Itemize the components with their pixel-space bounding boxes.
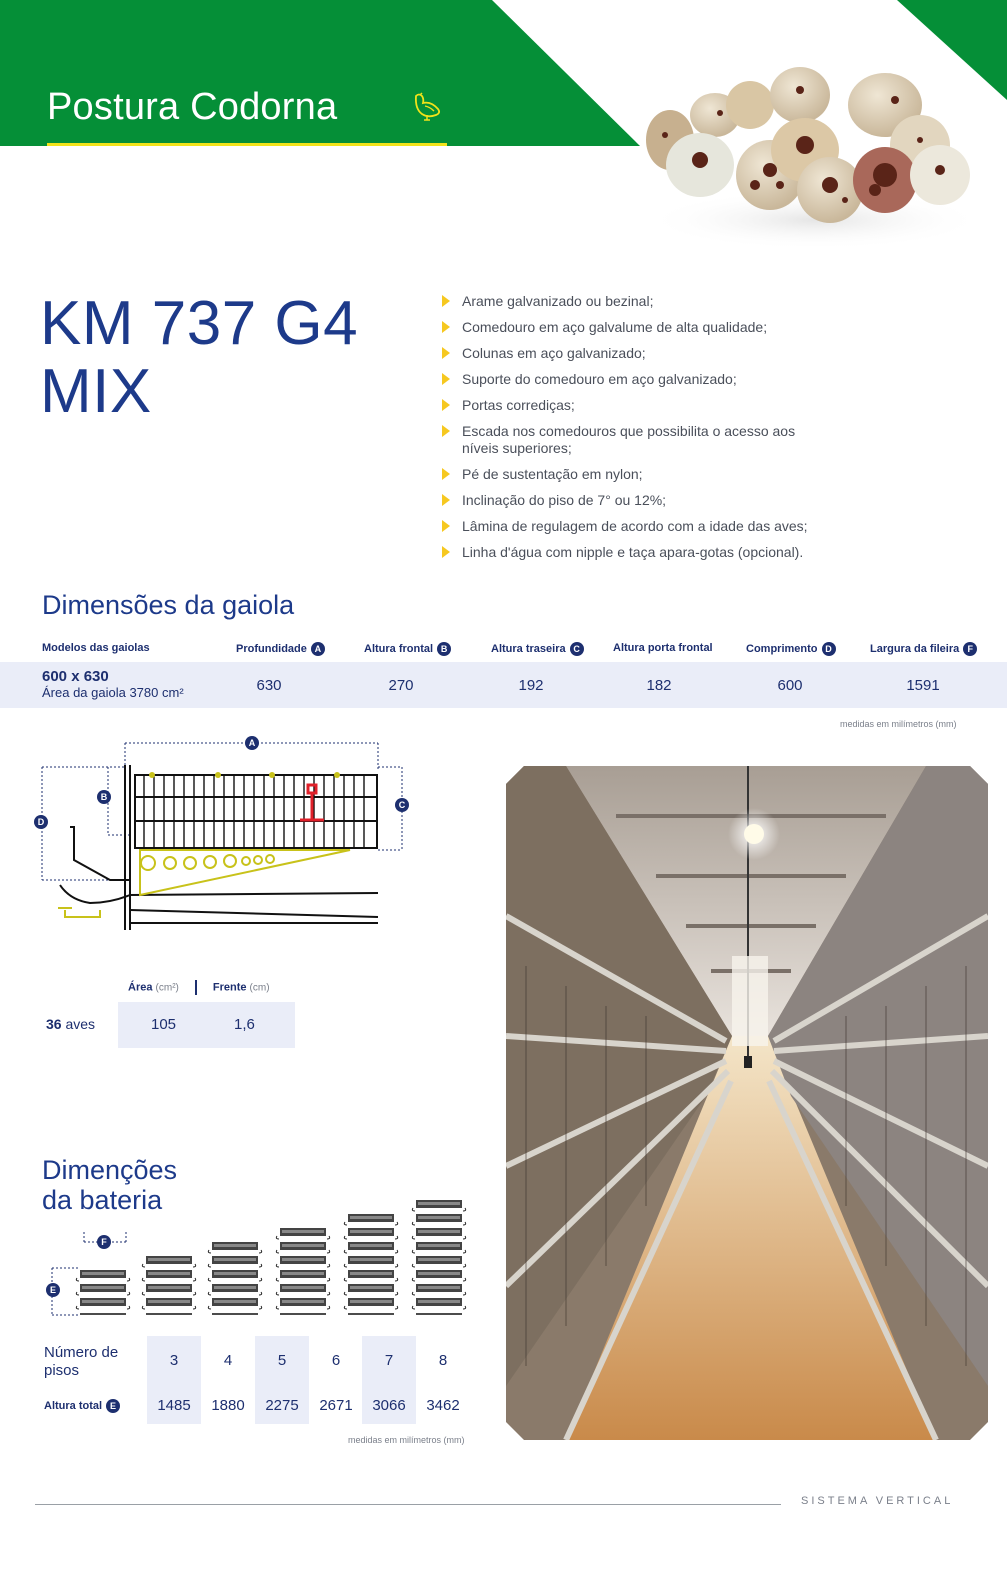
triangle-bullet-icon <box>442 347 450 359</box>
quail-icon <box>410 90 446 126</box>
cell-row-width: 1591 <box>906 677 940 694</box>
feature-item: Comedouro em aço galvalume de alta qualidade; <box>440 319 860 336</box>
badge-a-icon: A <box>311 642 325 656</box>
badge-c-icon: C <box>570 642 584 656</box>
footer-label: SISTEMA VERTICAL <box>801 1495 954 1507</box>
triangle-bullet-icon <box>442 373 450 385</box>
battery-units-note: medidas em milímetros (mm) <box>348 1435 465 1445</box>
cage-table-header <box>0 640 1007 662</box>
feature-item: Lâmina de regulagem de acordo com a idade das aves; <box>440 518 860 535</box>
col-header-row-width: Largura da fileira F <box>870 642 977 656</box>
svg-text:A: A <box>248 738 256 748</box>
density-header: Área (cm²) Frente (cm) <box>128 981 270 994</box>
front-per-bird: 1,6 <box>234 1016 255 1033</box>
svg-text:D: D <box>37 817 45 827</box>
battery-col: 3 1485 <box>147 1336 201 1424</box>
battery-col: 7 3066 <box>362 1336 416 1424</box>
badge-d-icon: D <box>822 642 836 656</box>
cage-side-diagram <box>30 735 420 935</box>
triangle-bullet-icon <box>442 520 450 532</box>
col-header-rear-height: Altura traseira C <box>491 642 584 656</box>
feature-item: Arame galvanizado ou bezinal; <box>440 293 860 310</box>
battery-col: 5 2275 <box>255 1336 309 1424</box>
features-list <box>440 293 860 570</box>
divider <box>195 980 197 995</box>
footer-divider <box>35 1504 781 1505</box>
triangle-bullet-icon <box>442 468 450 480</box>
feature-item: Inclinação do piso de 7° ou 12%; <box>440 492 860 509</box>
cell-rear-height: 192 <box>518 677 544 694</box>
feature-item: Linha d'água com nipple e taça apara-gotas (opcional). <box>440 544 860 561</box>
floors-label: Número de pisos <box>44 1344 119 1379</box>
battery-dimensions-title: Dimenções da bateria <box>42 1155 178 1215</box>
svg-text:B: B <box>100 792 108 802</box>
feature-item: Suporte do comedouro em aço galvanizado; <box>440 371 860 388</box>
cage-area: Área da gaiola 3780 cm² <box>42 685 184 700</box>
cage-dimensions-title: Dimensões da gaiola <box>42 590 295 620</box>
cell-front-door-height: 182 <box>646 677 672 694</box>
cell-length: 600 <box>777 677 803 694</box>
total-height-label: Altura total E <box>44 1399 120 1413</box>
density-values <box>118 1002 295 1048</box>
product-title-line1: KM 737 G4 <box>40 289 359 358</box>
quail-eggs-image <box>640 55 990 255</box>
feature-item: Colunas em aço galvanizado; <box>440 345 860 362</box>
triangle-bullet-icon <box>442 295 450 307</box>
triangle-bullet-icon <box>442 494 450 506</box>
triangle-bullet-icon <box>442 546 450 558</box>
battery-col: 4 1880 <box>211 1352 245 1414</box>
cage-units-note: medidas em milímetros (mm) <box>840 719 957 729</box>
cage-table-row <box>0 662 1007 708</box>
triangle-bullet-icon <box>442 425 450 437</box>
cage-model: 600 x 630 <box>42 668 109 685</box>
birds-per-cage: 36 aves <box>46 1016 96 1032</box>
page-title: Postura Codorna <box>47 86 338 128</box>
svg-text:F: F <box>101 1237 107 1247</box>
feature-item: Portas corrediças; <box>440 397 860 414</box>
triangle-bullet-icon <box>442 321 450 333</box>
product-title-line2: MIX <box>40 357 152 426</box>
svg-text:C: C <box>398 800 406 810</box>
badge-b-icon: B <box>437 642 451 656</box>
quail-barn-photo <box>506 766 988 1440</box>
cell-depth: 630 <box>256 677 282 694</box>
area-per-bird: 105 <box>151 1016 177 1033</box>
battery-col: 6 2671 <box>319 1352 353 1414</box>
triangle-bullet-icon <box>442 399 450 411</box>
col-header-depth: Profundidade A <box>236 642 325 656</box>
col-header-front-door-height: Altura porta frontal <box>613 642 713 654</box>
battery-stack-diagram <box>40 1190 480 1320</box>
feature-item: Pé de sustentação em nylon; <box>440 466 860 483</box>
product-title <box>40 290 358 426</box>
cell-front-height: 270 <box>388 677 414 694</box>
feature-item: Escada nos comedouros que possibilita o acesso aos níveis superiores; <box>440 423 832 457</box>
badge-e-icon: E <box>106 1399 120 1413</box>
col-header-front-height: Altura frontal B <box>364 642 451 656</box>
title-underline <box>47 143 447 146</box>
col-header-length: Comprimento D <box>746 642 836 656</box>
badge-f-icon: F <box>963 642 977 656</box>
col-header-model: Modelos das gaiolas <box>42 642 150 654</box>
svg-text:E: E <box>49 1285 57 1295</box>
battery-col: 8 3462 <box>426 1352 460 1414</box>
cage-model-cell <box>42 668 184 700</box>
